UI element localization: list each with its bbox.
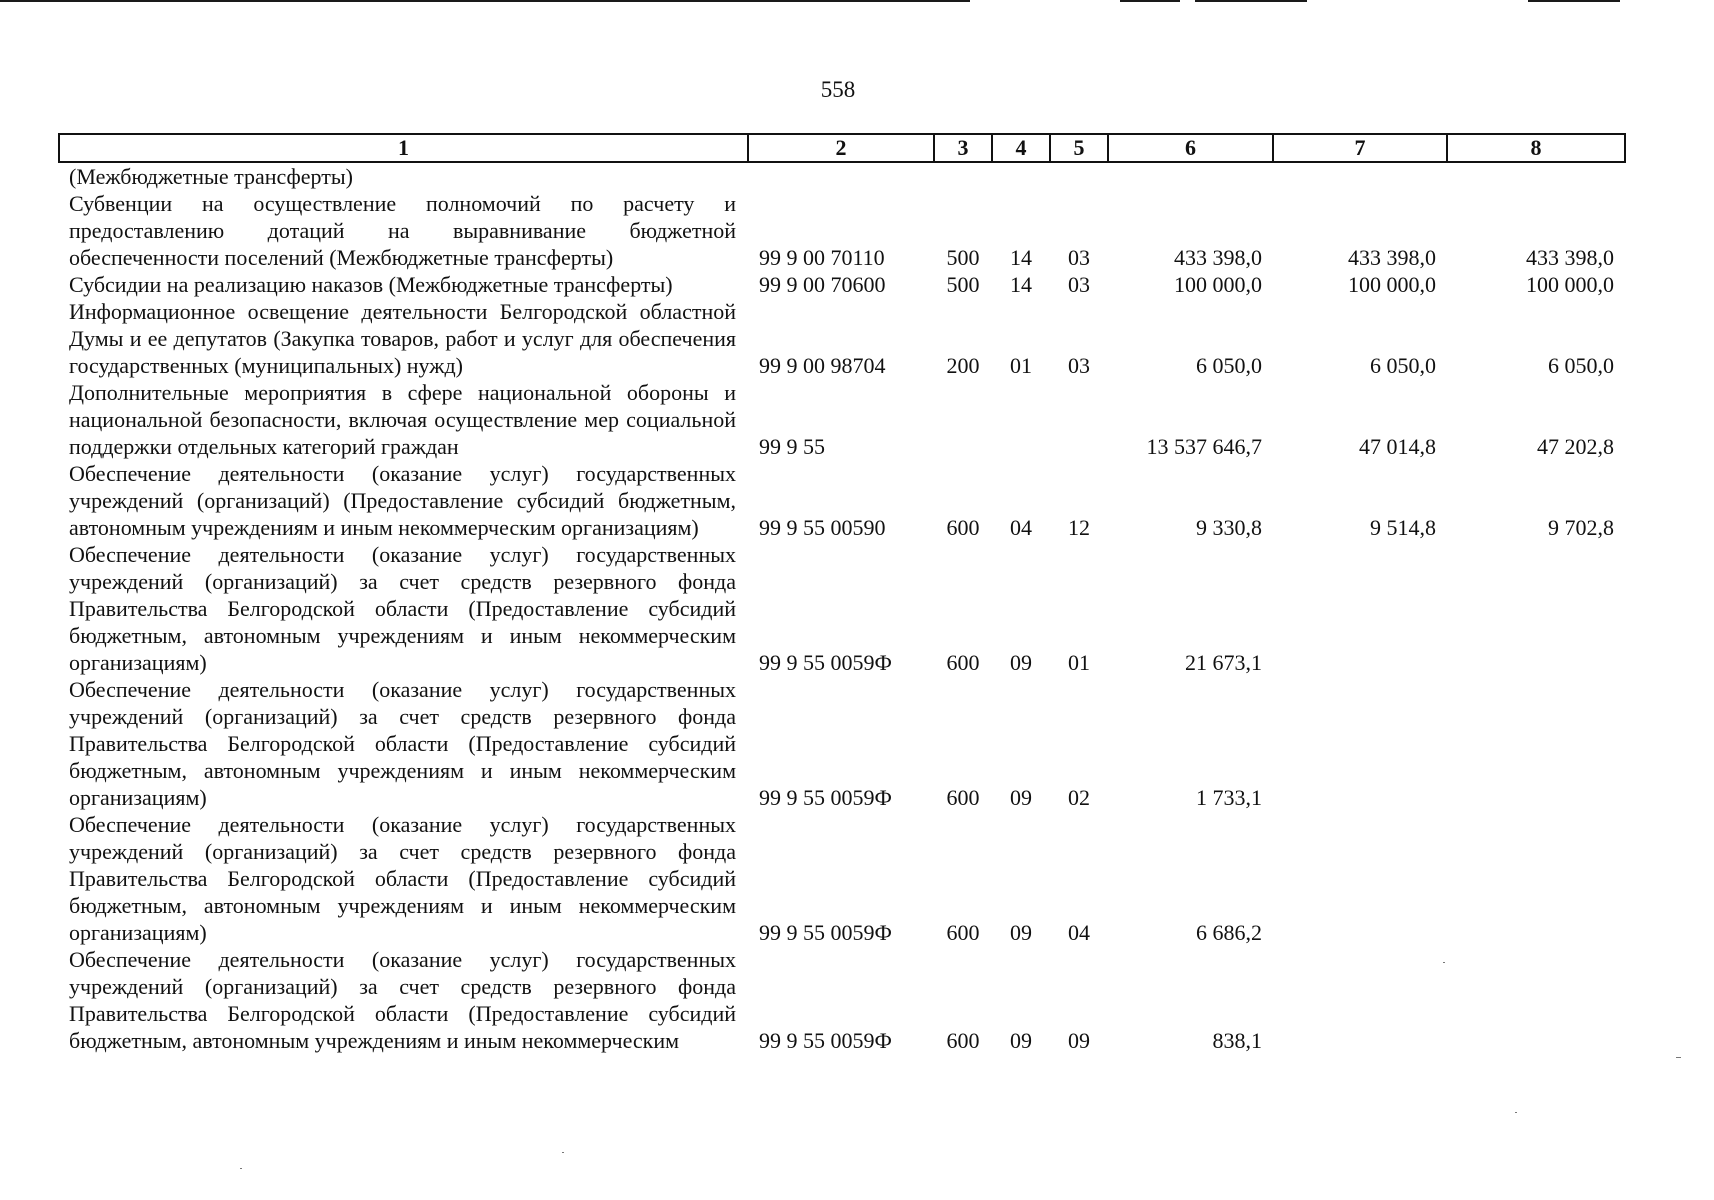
budget-table — [58, 133, 1626, 1054]
subsection-code — [1050, 162, 1108, 190]
target-code — [748, 162, 934, 190]
expense-type — [934, 162, 992, 190]
column-header: 8 — [1447, 134, 1625, 162]
amount-col-6: 838,1 — [1212, 1028, 1262, 1053]
table-row — [59, 162, 1625, 190]
amount-col-8 — [1447, 946, 1625, 1054]
target-code: 99 9 00 98704 — [759, 353, 886, 378]
target-code: 99 9 55 0059Ф — [759, 785, 892, 810]
amount-col-7 — [1273, 541, 1447, 676]
column-header: 4 — [992, 134, 1050, 162]
section-code: 01 — [1010, 353, 1032, 378]
page-number: 558 — [820, 77, 856, 102]
column-header: 5 — [1050, 134, 1108, 162]
subsection-code: 01 — [1068, 650, 1090, 675]
target-code: 99 9 00 70600 — [759, 272, 886, 297]
amount-col-6: 433 398,0 — [1174, 245, 1262, 270]
section-code — [992, 162, 1050, 190]
scan-edge-mid-2 — [1195, 0, 1307, 2]
amount-col-6: 100 000,0 — [1174, 272, 1262, 297]
amount-col-8 — [1447, 162, 1625, 190]
subsection-code: 09 — [1068, 1028, 1090, 1053]
subsection-code: 03 — [1068, 272, 1090, 297]
subsection-code: 12 — [1068, 515, 1090, 540]
section-code: 14 — [1010, 245, 1032, 270]
table-row — [59, 379, 1625, 460]
amount-col-7 — [1273, 811, 1447, 946]
target-code: 99 9 55 00590 — [759, 515, 886, 540]
amount-col-7 — [1273, 162, 1447, 190]
amount-col-6: 9 330,8 — [1196, 515, 1262, 540]
section-code: 14 — [1010, 272, 1032, 297]
amount-col-8 — [1447, 541, 1625, 676]
table-row — [59, 271, 1625, 298]
table-body — [59, 162, 1625, 1054]
amount-col-6: 13 537 646,7 — [1146, 434, 1262, 459]
section-code: 09 — [1010, 1028, 1032, 1053]
row-description: Субсидии на реализацию наказов (Межбюджетные трансферты) — [69, 272, 673, 297]
subsection-code: 04 — [1068, 920, 1090, 945]
amount-col-8: 100 000,0 — [1526, 272, 1614, 297]
amount-col-6 — [1108, 162, 1273, 190]
row-description: Обеспечение деятельности (оказание услуг) государственных учреждений (организаций) за счет средств резервного фонда Правительства Белгородской области (Предоставление субсидий бюджетным, автономным учреждениям и иным некоммерческим организациям) — [69, 542, 736, 675]
amount-col-6: 1 733,1 — [1196, 785, 1262, 810]
amount-col-6: 21 673,1 — [1185, 650, 1262, 675]
table-row — [59, 676, 1625, 811]
column-number-row — [59, 134, 1625, 162]
section-code: 04 — [1010, 515, 1032, 540]
target-code: 99 9 55 0059Ф — [759, 920, 892, 945]
table-row — [59, 811, 1625, 946]
table-row — [59, 541, 1625, 676]
target-code: 99 9 55 0059Ф — [759, 650, 892, 675]
expense-type: 500 — [946, 272, 980, 297]
row-description: Дополнительные мероприятия в сфере национальной обороны и национальной безопасности, включая осуществление мер социальной поддержки отдельных категорий граждан — [69, 380, 736, 459]
target-code: 99 9 55 — [759, 434, 825, 459]
amount-col-8: 433 398,0 — [1526, 245, 1614, 270]
amount-col-7: 100 000,0 — [1348, 272, 1436, 297]
column-header: 6 — [1108, 134, 1273, 162]
target-code: 99 9 55 0059Ф — [759, 1028, 892, 1053]
expense-type — [934, 379, 992, 460]
expense-type: 600 — [946, 920, 980, 945]
column-header: 2 — [748, 134, 934, 162]
amount-col-7: 6 050,0 — [1370, 353, 1436, 378]
scan-edge-right — [1528, 0, 1620, 2]
section-code: 09 — [1010, 650, 1032, 675]
row-description: Обеспечение деятельности (оказание услуг) государственных учреждений (организаций) за счет средств резервного фонда Правительства Белгородской области (Предоставление субсидий бюджетным, автономным учреждениям и иным некоммерческим — [69, 947, 736, 1053]
amount-col-7: 433 398,0 — [1348, 245, 1436, 270]
column-header: 7 — [1273, 134, 1447, 162]
scan-speck — [562, 1152, 564, 1153]
subsection-code: 02 — [1068, 785, 1090, 810]
scan-speck — [1515, 1112, 1517, 1113]
amount-col-6: 6 686,2 — [1196, 920, 1262, 945]
scan-edge-left — [0, 0, 970, 2]
row-description: Обеспечение деятельности (оказание услуг) государственных учреждений (организаций) за счет средств резервного фонда Правительства Белгородской области (Предоставление субсидий бюджетным, автономным учреждениям и иным некоммерческим организациям) — [69, 677, 736, 810]
amount-col-8 — [1447, 811, 1625, 946]
column-header: 3 — [934, 134, 992, 162]
subsection-code: 03 — [1068, 353, 1090, 378]
amount-col-8: 6 050,0 — [1548, 353, 1614, 378]
expense-type: 600 — [946, 1028, 980, 1053]
subsection-code — [1050, 379, 1108, 460]
section-code: 09 — [1010, 785, 1032, 810]
expense-type: 500 — [946, 245, 980, 270]
subsection-code: 03 — [1068, 245, 1090, 270]
amount-col-8: 47 202,8 — [1537, 434, 1614, 459]
row-description: Информационное освещение деятельности Белгородской областной Думы и ее депутатов (Закупка товаров, работ и услуг для обеспечения государственных (муниципальных) нужд) — [69, 299, 736, 378]
table-row — [59, 190, 1625, 271]
row-description: Обеспечение деятельности (оказание услуг) государственных учреждений (организаций) за счет средств резервного фонда Правительства Белгородской области (Предоставление субсидий бюджетным, автономным учреждениям и иным некоммерческим организациям) — [69, 812, 736, 945]
table-row — [59, 298, 1625, 379]
expense-type: 600 — [946, 650, 980, 675]
amount-col-8 — [1447, 676, 1625, 811]
table-header — [59, 134, 1625, 162]
scan-edge-mid — [1120, 0, 1180, 2]
amount-col-7 — [1273, 676, 1447, 811]
section-code: 09 — [1010, 920, 1032, 945]
amount-col-7: 47 014,8 — [1359, 434, 1436, 459]
column-header: 1 — [59, 134, 748, 162]
expense-type: 600 — [946, 515, 980, 540]
section-code — [992, 379, 1050, 460]
scan-speck — [240, 1168, 242, 1169]
table-row — [59, 460, 1625, 541]
row-description: Субвенции на осуществление полномочий по расчету и предоставлению дотаций на выравнивание бюджетной обеспеченности поселений (Межбюджетные трансферты) — [69, 191, 736, 270]
target-code: 99 9 00 70110 — [759, 245, 885, 270]
expense-type: 200 — [946, 353, 980, 378]
amount-col-7: 9 514,8 — [1370, 515, 1436, 540]
amount-col-7 — [1273, 946, 1447, 1054]
amount-col-8: 9 702,8 — [1548, 515, 1614, 540]
row-description: (Межбюджетные трансферты) — [69, 164, 353, 189]
scan-speck — [1443, 962, 1445, 963]
table-row — [59, 946, 1625, 1054]
amount-col-6: 6 050,0 — [1196, 353, 1262, 378]
row-description: Обеспечение деятельности (оказание услуг) государственных учреждений (организаций) (Предоставление субсидий бюджетным, автономным учреждениям и иным некоммерческим организациям) — [69, 461, 736, 540]
scan-speck — [1676, 1057, 1681, 1058]
expense-type: 600 — [946, 785, 980, 810]
